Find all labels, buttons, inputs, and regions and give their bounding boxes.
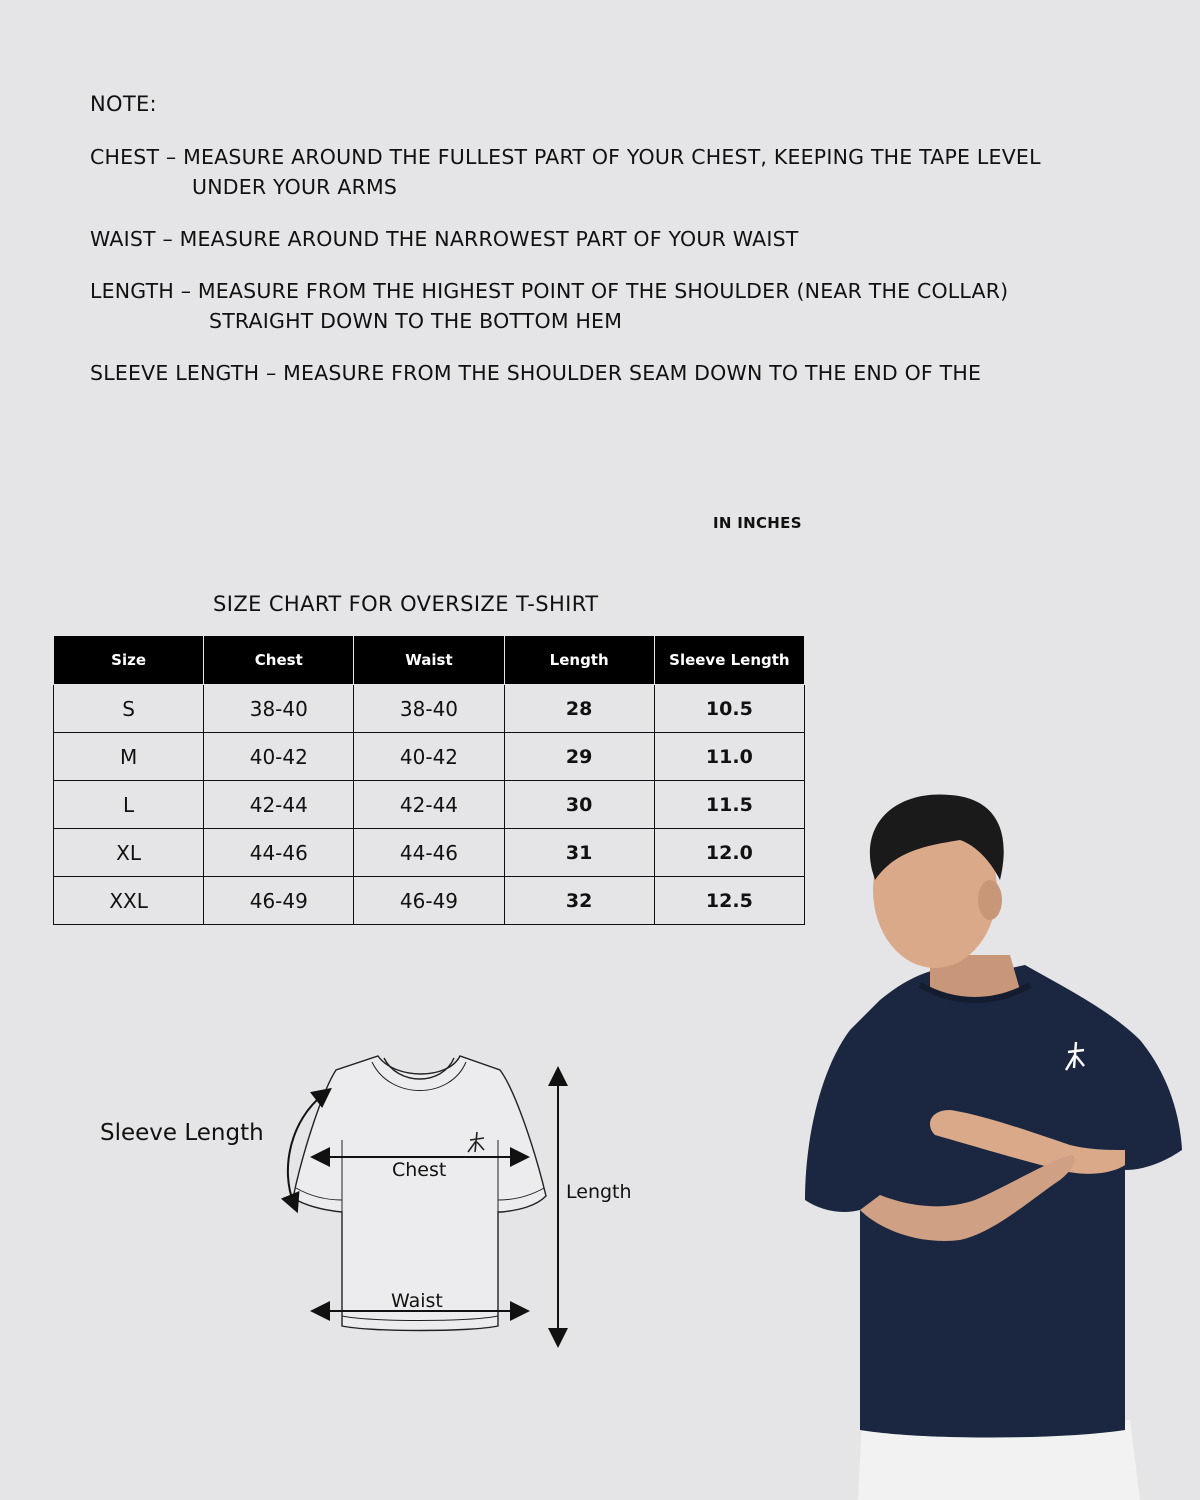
table-row	[54, 733, 805, 781]
table-row	[54, 877, 805, 925]
waist-label: Waist	[391, 1290, 443, 1312]
cell-sleeve-length: 10.5	[654, 685, 804, 733]
cell-sleeve-length: 11.5	[654, 781, 804, 829]
cell-chest: 40-42	[204, 733, 354, 781]
cell-waist: 44-46	[354, 829, 504, 877]
cell-length: 28	[504, 685, 654, 733]
note-title: NOTE:	[90, 92, 157, 116]
cell-sleeve-length: 12.0	[654, 829, 804, 877]
header-waist: Waist	[354, 636, 504, 685]
cell-size: XL	[54, 829, 204, 877]
cell-length: 32	[504, 877, 654, 925]
cell-waist: 40-42	[354, 733, 504, 781]
table-row	[54, 829, 805, 877]
table-header-row	[54, 636, 805, 685]
cell-waist: 38-40	[354, 685, 504, 733]
model-photo	[800, 790, 1200, 1500]
cell-waist: 42-44	[354, 781, 504, 829]
cell-length: 31	[504, 829, 654, 877]
note-length	[90, 276, 1190, 336]
table-row	[54, 685, 805, 733]
cell-size: L	[54, 781, 204, 829]
table-row	[54, 781, 805, 829]
note-waist	[90, 224, 1190, 254]
cell-size: XXL	[54, 877, 204, 925]
length-label: Length	[566, 1181, 632, 1203]
note-chest	[90, 142, 1190, 202]
note-chest-line2: UNDER YOUR ARMS	[192, 175, 398, 199]
header-size: Size	[54, 636, 204, 685]
chest-label: Chest	[392, 1159, 447, 1181]
header-chest: Chest	[204, 636, 354, 685]
header-length: Length	[504, 636, 654, 685]
cell-chest: 42-44	[204, 781, 354, 829]
size-chart-table	[53, 635, 805, 925]
sleeve-length-label: Sleeve Length	[100, 1120, 264, 1146]
note-sleeve-line1: SLEEVE LENGTH – MEASURE FROM THE SHOULDER SEAM DOWN TO THE END OF THE	[90, 361, 982, 385]
measurement-notes	[90, 92, 1190, 410]
model-figure	[805, 794, 1182, 1500]
note-length-line1: LENGTH – MEASURE FROM THE HIGHEST POINT OF THE SHOULDER (NEAR THE COLLAR)	[90, 279, 1009, 303]
note-length-line2: STRAIGHT DOWN TO THE BOTTOM HEM	[209, 309, 623, 333]
cell-sleeve-length: 11.0	[654, 733, 804, 781]
cell-chest: 38-40	[204, 685, 354, 733]
note-waist-line1: WAIST – MEASURE AROUND THE NARROWEST PART OF YOUR WAIST	[90, 227, 799, 251]
header-sleeve-length: Sleeve Length	[654, 636, 804, 685]
note-sleeve	[90, 358, 1190, 388]
cell-chest: 44-46	[204, 829, 354, 877]
cell-sleeve-length: 12.5	[654, 877, 804, 925]
cell-length: 29	[504, 733, 654, 781]
cell-size: M	[54, 733, 204, 781]
tshirt-measurement-diagram	[0, 1040, 700, 1380]
cell-waist: 46-49	[354, 877, 504, 925]
cell-chest: 46-49	[204, 877, 354, 925]
size-chart-title: SIZE CHART FOR OVERSIZE T-SHIRT	[213, 592, 599, 616]
note-chest-line1: CHEST – MEASURE AROUND THE FULLEST PART OF YOUR CHEST, KEEPING THE TAPE LEVEL	[90, 145, 1041, 169]
cell-length: 30	[504, 781, 654, 829]
units-label: IN INCHES	[713, 514, 802, 532]
cell-size: S	[54, 685, 204, 733]
